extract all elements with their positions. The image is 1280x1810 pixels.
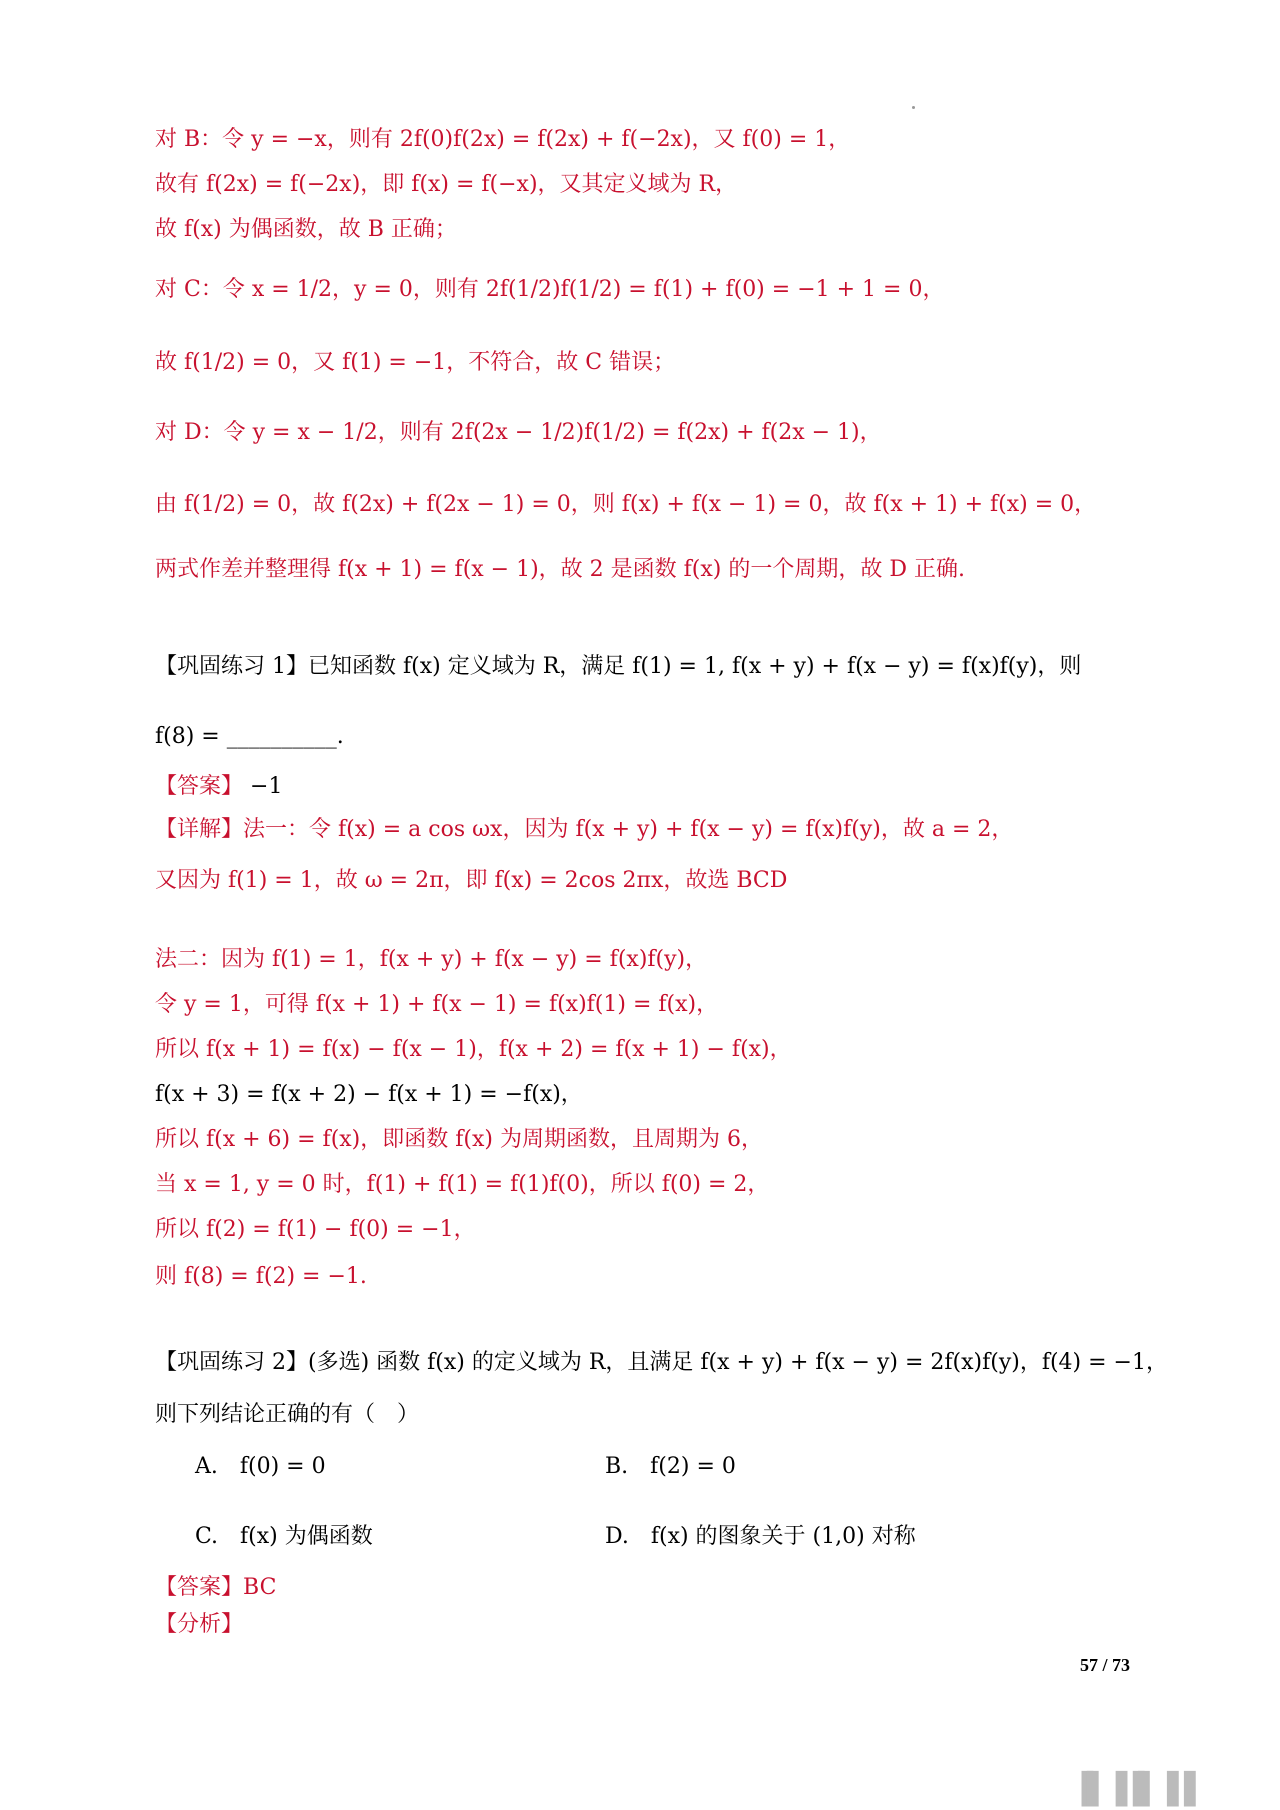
- detail-tag: 【详解】: [155, 817, 244, 842]
- option-b: B. f(2) = 0: [605, 1454, 736, 1479]
- method1-line1: 法一：令 f(x) = a cos ωx，因为 f(x + y) + f(x − y) = f(x)f(y)，故 a = 2，: [243, 817, 1014, 842]
- solution-line: 故 f(1/2) = 0，又 f(1) = −1，不符合，故 C 错误；: [155, 350, 676, 375]
- answer-tag: 【答案】: [155, 1575, 244, 1600]
- exercise1-stem: [155, 652, 1081, 682]
- exercise2-stem-text: (多选) 函数 f(x) 的定义域为 R，且满足 f(x + y) + f(x − y) = 2f(x)f(y)，f(4) = −1，: [308, 1350, 1168, 1375]
- solution-line: 故 f(x) 为偶函数，故 B 正确；: [155, 217, 457, 242]
- answer-tag: 【答案】: [155, 774, 244, 799]
- method2-line: 则 f(8) = f(2) = −1.: [155, 1264, 367, 1289]
- solution-line: 故有 f(2x) = f(−2x)，即 f(x) = f(−x)，又其定义域为 R，: [155, 172, 738, 197]
- exercise1-detail-line1: [155, 815, 1013, 845]
- exercise2-tag: 【巩固练习 2】: [155, 1350, 308, 1375]
- method2-line: 当 x = 1, y = 0 时，f(1) + f(1) = f(1)f(0)，所以 f(0) = 2，: [155, 1172, 770, 1197]
- exercise1-stem-text: 已知函数 f(x) 定义域为 R，满足 f(1) = 1, f(x + y) + f(x − y) = f(x)f(y)，则: [308, 654, 1082, 679]
- scan-dot: [912, 106, 915, 109]
- exercise1-stem-line2: f(8) = __________.: [155, 724, 344, 749]
- method2-line: 所以 f(2) = f(1) − f(0) = −1，: [155, 1217, 476, 1242]
- solution-line: 两式作差并整理得 f(x + 1) = f(x − 1)，故 2 是函数 f(x) 的一个周期，故 D 正确.: [155, 557, 965, 582]
- exercise2-answer: [155, 1573, 276, 1603]
- solution-line: 对 C：令 x = 1/2，y = 0，则有 2f(1/2)f(1/2) = f(1) + f(0) = −1 + 1 = 0，: [155, 277, 945, 302]
- exercise2-stem: [155, 1348, 1168, 1378]
- answer-value: BC: [243, 1575, 277, 1600]
- exercise2-stem-line2: 则下列结论正确的有（ ）: [155, 1402, 420, 1427]
- option-c: C. f(x) 为偶函数: [195, 1524, 373, 1549]
- method1-line2: 又因为 f(1) = 1，故 ω = 2π，即 f(x) = 2cos 2πx，故选 BCD: [155, 868, 788, 893]
- watermark-bars-icon: ▐▌▐▐▌▐▐: [1070, 1772, 1190, 1807]
- solution-line: 对 B：令 y = −x，则有 2f(0)f(2x) = f(2x) + f(−2x)，又 f(0) = 1，: [155, 127, 851, 152]
- page-number: 57 / 73: [1080, 1655, 1131, 1675]
- analysis-tag: 【分析】: [155, 1612, 244, 1637]
- method2-line: f(x + 3) = f(x + 2) − f(x + 1) = −f(x)，: [155, 1082, 583, 1107]
- method2-line: 法二：因为 f(1) = 1，f(x + y) + f(x − y) = f(x)f(y)，: [155, 947, 708, 972]
- method2-line: 所以 f(x + 6) = f(x)，即函数 f(x) 为周期函数，且周期为 6，: [155, 1127, 763, 1152]
- method2-line: 所以 f(x + 1) = f(x) − f(x − 1)，f(x + 2) = f(x + 1) − f(x)，: [155, 1037, 792, 1062]
- solution-line: 对 D：令 y = x − 1/2，则有 2f(2x − 1/2)f(1/2) = f(2x) + f(2x − 1)，: [155, 420, 882, 445]
- option-a: A. f(0) = 0: [195, 1454, 326, 1479]
- solution-line: 由 f(1/2) = 0，故 f(2x) + f(2x − 1) = 0，则 f(x) + f(x − 1) = 0，故 f(x + 1) + f(x) = 0，: [155, 492, 1097, 517]
- answer-value: −1: [250, 774, 283, 799]
- exercise1-answer: [155, 772, 282, 802]
- option-d: D. f(x) 的图象关于 (1,0) 对称: [605, 1524, 916, 1549]
- method2-line: 令 y = 1，可得 f(x + 1) + f(x − 1) = f(x)f(1) = f(x)，: [155, 992, 719, 1017]
- exercise1-tag: 【巩固练习 1】: [155, 654, 308, 679]
